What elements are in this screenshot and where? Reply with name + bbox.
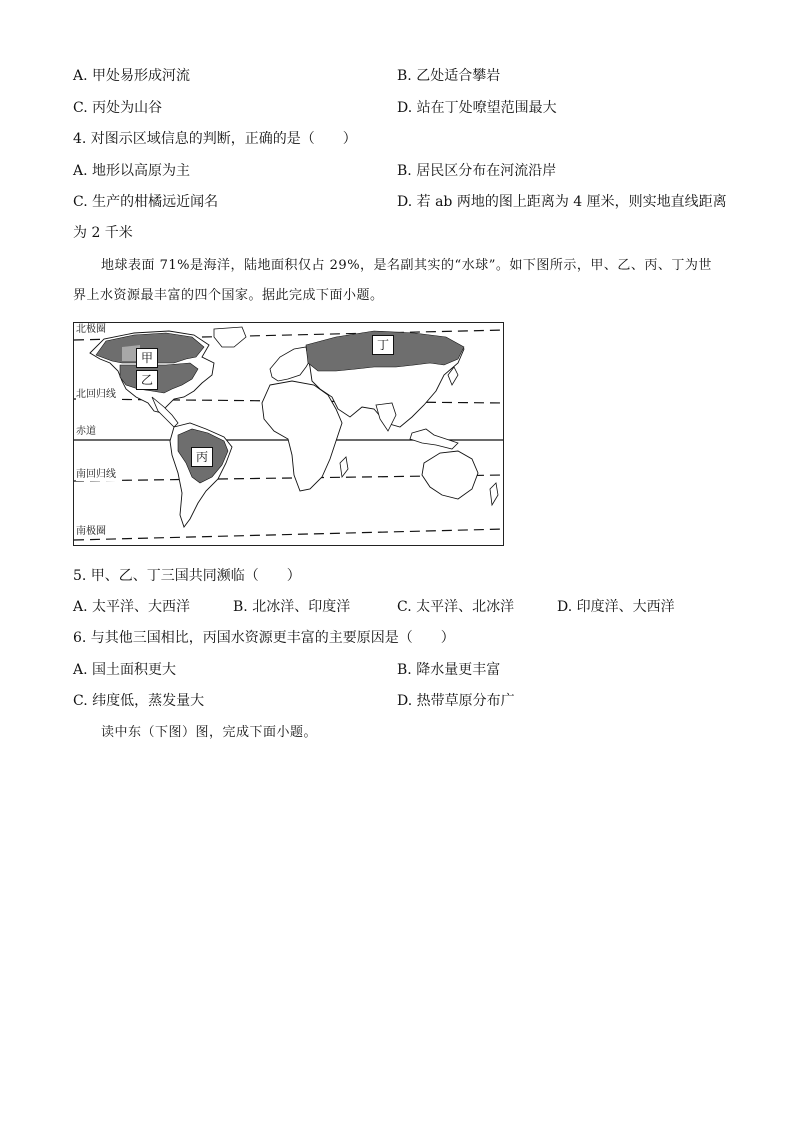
tropic-of-cancer-label: 北回归线 — [76, 389, 116, 400]
europe-outline — [270, 347, 312, 381]
africa-outline — [262, 381, 342, 491]
madagascar-outline — [340, 457, 348, 477]
q5-option-a: A. 太平洋、大西洋 — [73, 599, 191, 615]
q6-stem: 6. 与其他三国相比，丙国水资源更丰富的主要原因是（ ） — [73, 630, 455, 646]
q4-option-d: D. 若 ab 两地的图上距离为 4 厘米，则实地直线距离 — [397, 194, 727, 210]
q6-option-b: B. 降水量更丰富 — [397, 662, 501, 678]
q3-option-b: B. 乙处适合攀岩 — [397, 68, 501, 84]
q3-option-d: D. 站在丁处嘹望范围最大 — [397, 100, 557, 116]
antarctic-circle-label: 南极圈 — [76, 526, 106, 537]
q5-option-d: D. 印度洋、大西洋 — [557, 599, 675, 615]
passage1-line2: 界上水资源最丰富的四个国家。据此完成下面小题。 — [73, 288, 384, 303]
country-label-bing: 丙 — [191, 447, 213, 467]
q6-option-d: D. 热带草原分布广 — [397, 693, 515, 709]
q4-option-d-continued: 为 2 千米 — [73, 225, 133, 241]
equator-label: 赤道 — [76, 426, 96, 437]
greenland-outline — [214, 327, 246, 347]
world-map — [73, 322, 504, 546]
q6-option-c: C. 纬度低，蒸发量大 — [73, 693, 205, 709]
tropic-of-capricorn-label: 南回归线 — [76, 469, 116, 480]
antarctic-circle-line — [74, 529, 504, 540]
q5-option-b: B. 北冰洋、印度洋 — [233, 599, 351, 615]
q4-option-c: C. 生产的柑橘远近闻名 — [73, 194, 219, 210]
country-label-ding: 丁 — [372, 335, 394, 355]
q5-option-c: C. 太平洋、北冰洋 — [397, 599, 515, 615]
q3-option-c: C. 丙处为山谷 — [73, 100, 163, 116]
arctic-circle-label: 北极圈 — [76, 324, 106, 335]
country-label-jia: 甲 — [136, 348, 158, 368]
q3-option-a: A. 甲处易形成河流 — [73, 68, 191, 84]
india-outline — [376, 403, 396, 431]
q4-stem: 4. 对图示区域信息的判断，正确的是（ ） — [73, 131, 357, 147]
country-label-yi: 乙 — [136, 370, 158, 390]
q4-option-a: A. 地形以高原为主 — [73, 163, 191, 179]
q5-stem: 5. 甲、乙、丁三国共同濒临（ ） — [73, 568, 301, 584]
australia-outline — [422, 451, 478, 499]
q4-option-b: B. 居民区分布在河流沿岸 — [397, 163, 557, 179]
new-zealand-outline — [490, 483, 498, 505]
q6-option-a: A. 国土面积更大 — [73, 662, 177, 678]
passage2-line1: 读中东（下图）图，完成下面小题。 — [101, 725, 318, 740]
southeast-asia-islands — [410, 429, 458, 449]
passage1-line1: 地球表面 71%是海洋，陆地面积仅占 29%，是名副其实的“水球”。如下图所示，甲、乙、丙、丁为世 — [101, 258, 712, 273]
